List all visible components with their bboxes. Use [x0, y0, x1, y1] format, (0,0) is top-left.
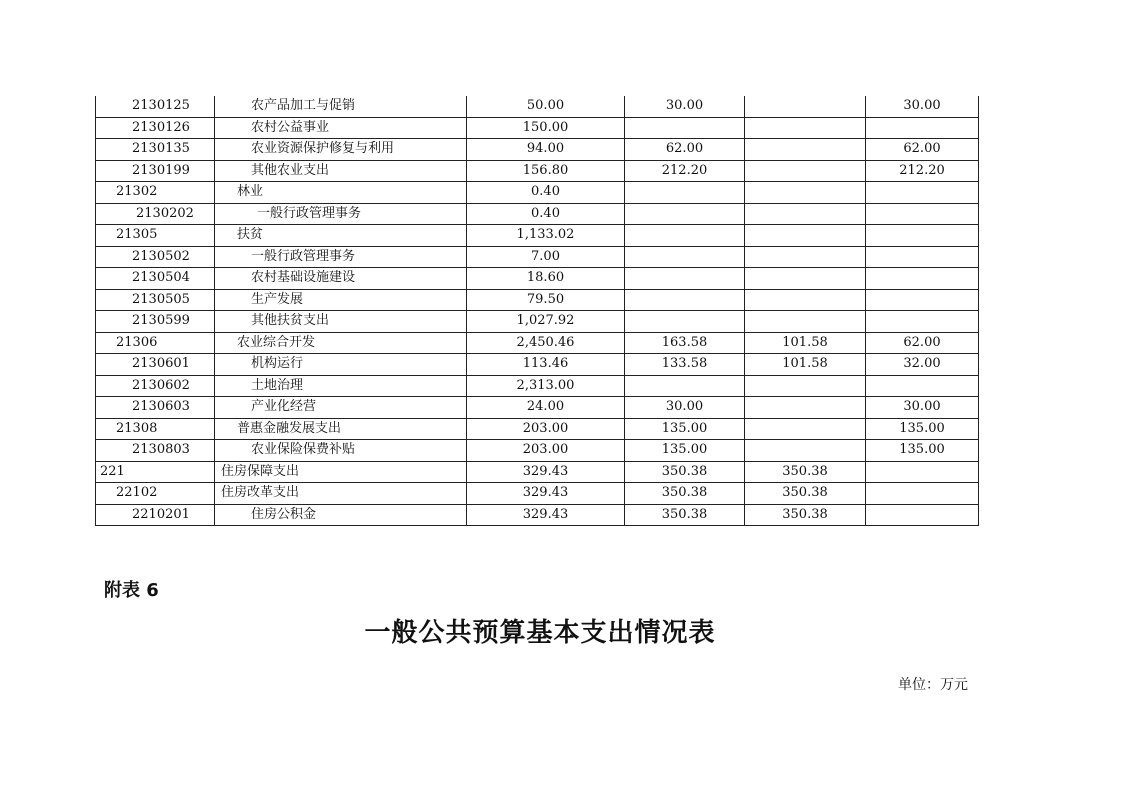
document-title: 一般公共预算基本支出情况表: [364, 618, 716, 648]
row-total: 1,133.02: [467, 225, 625, 247]
row-col3: [745, 397, 866, 419]
row-col4: [866, 203, 979, 225]
row-total: 79.50: [467, 289, 625, 311]
row-col2: 350.38: [625, 504, 745, 526]
row-code: 221: [96, 461, 215, 483]
row-name: 农村基础设施建设: [215, 268, 467, 290]
row-col3: [745, 117, 866, 139]
row-code: 2130505: [96, 289, 215, 311]
row-name: 土地治理: [215, 375, 467, 397]
row-code: 2130126: [96, 117, 215, 139]
row-col2: 30.00: [625, 397, 745, 419]
row-code: 2130601: [96, 354, 215, 376]
table-row: [96, 139, 979, 161]
row-code: 2130135: [96, 139, 215, 161]
row-col4: [866, 268, 979, 290]
row-col2: [625, 225, 745, 247]
table-row: [96, 354, 979, 376]
table-row: [96, 203, 979, 225]
row-col3: [745, 160, 866, 182]
row-name: 住房公积金: [215, 504, 467, 526]
row-name: 农业综合开发: [215, 332, 467, 354]
row-col4: 62.00: [866, 139, 979, 161]
table-row: [96, 375, 979, 397]
table-row: [96, 311, 979, 333]
row-name: 农产品加工与促销: [215, 96, 467, 117]
row-name: 生产发展: [215, 289, 467, 311]
row-col2: [625, 375, 745, 397]
table-row: [96, 182, 979, 204]
row-col4: [866, 504, 979, 526]
row-col4: [866, 311, 979, 333]
row-total: 0.40: [467, 203, 625, 225]
row-name: 农业资源保护修复与利用: [215, 139, 467, 161]
row-col3: [745, 139, 866, 161]
row-total: 0.40: [467, 182, 625, 204]
table-row: [96, 332, 979, 354]
row-total: 18.60: [467, 268, 625, 290]
budget-table: [95, 96, 979, 526]
row-code: 2130202: [96, 203, 215, 225]
row-col3: 101.58: [745, 354, 866, 376]
row-col2: [625, 268, 745, 290]
row-col3: 350.38: [745, 483, 866, 505]
table-row: [96, 225, 979, 247]
table-row: [96, 246, 979, 268]
row-col4: [866, 483, 979, 505]
row-col3: [745, 96, 866, 117]
row-col4: [866, 461, 979, 483]
table-row: [96, 268, 979, 290]
row-code: 2130599: [96, 311, 215, 333]
table-row: [96, 504, 979, 526]
row-code: 21308: [96, 418, 215, 440]
row-total: 329.43: [467, 504, 625, 526]
row-col2: 163.58: [625, 332, 745, 354]
row-total: 156.80: [467, 160, 625, 182]
table-row: [96, 96, 979, 117]
row-col3: [745, 246, 866, 268]
row-col2: [625, 203, 745, 225]
row-col3: 350.38: [745, 461, 866, 483]
row-name: 农村公益事业: [215, 117, 467, 139]
row-col4: 32.00: [866, 354, 979, 376]
row-col2: 135.00: [625, 418, 745, 440]
row-name: 林业: [215, 182, 467, 204]
row-col2: 350.38: [625, 461, 745, 483]
row-col4: [866, 225, 979, 247]
row-col3: [745, 375, 866, 397]
row-total: 203.00: [467, 418, 625, 440]
row-col4: [866, 375, 979, 397]
table-row: [96, 461, 979, 483]
row-name: 机构运行: [215, 354, 467, 376]
row-col2: [625, 182, 745, 204]
row-code: 2130803: [96, 440, 215, 462]
row-col4: 30.00: [866, 397, 979, 419]
row-col4: [866, 246, 979, 268]
row-code: 2130125: [96, 96, 215, 117]
row-total: 1,027.92: [467, 311, 625, 333]
row-col3: [745, 225, 866, 247]
row-code: 22102: [96, 483, 215, 505]
row-col3: [745, 311, 866, 333]
row-name: 农业保险保费补贴: [215, 440, 467, 462]
row-col4: [866, 289, 979, 311]
row-col2: 30.00: [625, 96, 745, 117]
row-col2: 62.00: [625, 139, 745, 161]
row-col3: 350.38: [745, 504, 866, 526]
row-total: 7.00: [467, 246, 625, 268]
row-name: 一般行政管理事务: [215, 246, 467, 268]
table-row: [96, 418, 979, 440]
row-col2: 212.20: [625, 160, 745, 182]
row-col4: 135.00: [866, 440, 979, 462]
row-code: 2130504: [96, 268, 215, 290]
row-col4: 135.00: [866, 418, 979, 440]
row-col3: [745, 418, 866, 440]
row-name: 扶贫: [215, 225, 467, 247]
unit-label: 单位：万元: [898, 677, 968, 693]
row-code: 21305: [96, 225, 215, 247]
row-total: 150.00: [467, 117, 625, 139]
row-col2: [625, 117, 745, 139]
row-code: 2130502: [96, 246, 215, 268]
row-name: 其他扶贫支出: [215, 311, 467, 333]
table-row: [96, 117, 979, 139]
row-code: 2130199: [96, 160, 215, 182]
row-code: 21302: [96, 182, 215, 204]
attachment-label: 附表 6: [104, 580, 159, 601]
row-total: 203.00: [467, 440, 625, 462]
row-col3: [745, 289, 866, 311]
row-col4: 30.00: [866, 96, 979, 117]
row-name: 产业化经营: [215, 397, 467, 419]
row-col2: [625, 311, 745, 333]
row-total: 113.46: [467, 354, 625, 376]
row-total: 94.00: [467, 139, 625, 161]
row-col3: [745, 203, 866, 225]
row-total: 2,450.46: [467, 332, 625, 354]
row-col2: [625, 289, 745, 311]
row-code: 2210201: [96, 504, 215, 526]
row-total: 329.43: [467, 461, 625, 483]
row-col3: [745, 268, 866, 290]
row-code: 2130603: [96, 397, 215, 419]
row-name: 普惠金融发展支出: [215, 418, 467, 440]
row-col2: [625, 246, 745, 268]
row-name: 其他农业支出: [215, 160, 467, 182]
row-col4: [866, 117, 979, 139]
table-row: [96, 289, 979, 311]
row-col4: 212.20: [866, 160, 979, 182]
row-name: 住房保障支出: [215, 461, 467, 483]
row-total: 2,313.00: [467, 375, 625, 397]
row-col4: [866, 182, 979, 204]
row-code: 21306: [96, 332, 215, 354]
row-total: 24.00: [467, 397, 625, 419]
table-row: [96, 160, 979, 182]
row-col2: 350.38: [625, 483, 745, 505]
row-col3: [745, 440, 866, 462]
table-row: [96, 483, 979, 505]
row-code: 2130602: [96, 375, 215, 397]
row-col4: 62.00: [866, 332, 979, 354]
table-row: [96, 440, 979, 462]
table-row: [96, 397, 979, 419]
row-col2: 133.58: [625, 354, 745, 376]
row-col3: [745, 182, 866, 204]
row-total: 50.00: [467, 96, 625, 117]
row-name: 住房改革支出: [215, 483, 467, 505]
row-name: 一般行政管理事务: [215, 203, 467, 225]
row-col3: 101.58: [745, 332, 866, 354]
row-col2: 135.00: [625, 440, 745, 462]
row-total: 329.43: [467, 483, 625, 505]
